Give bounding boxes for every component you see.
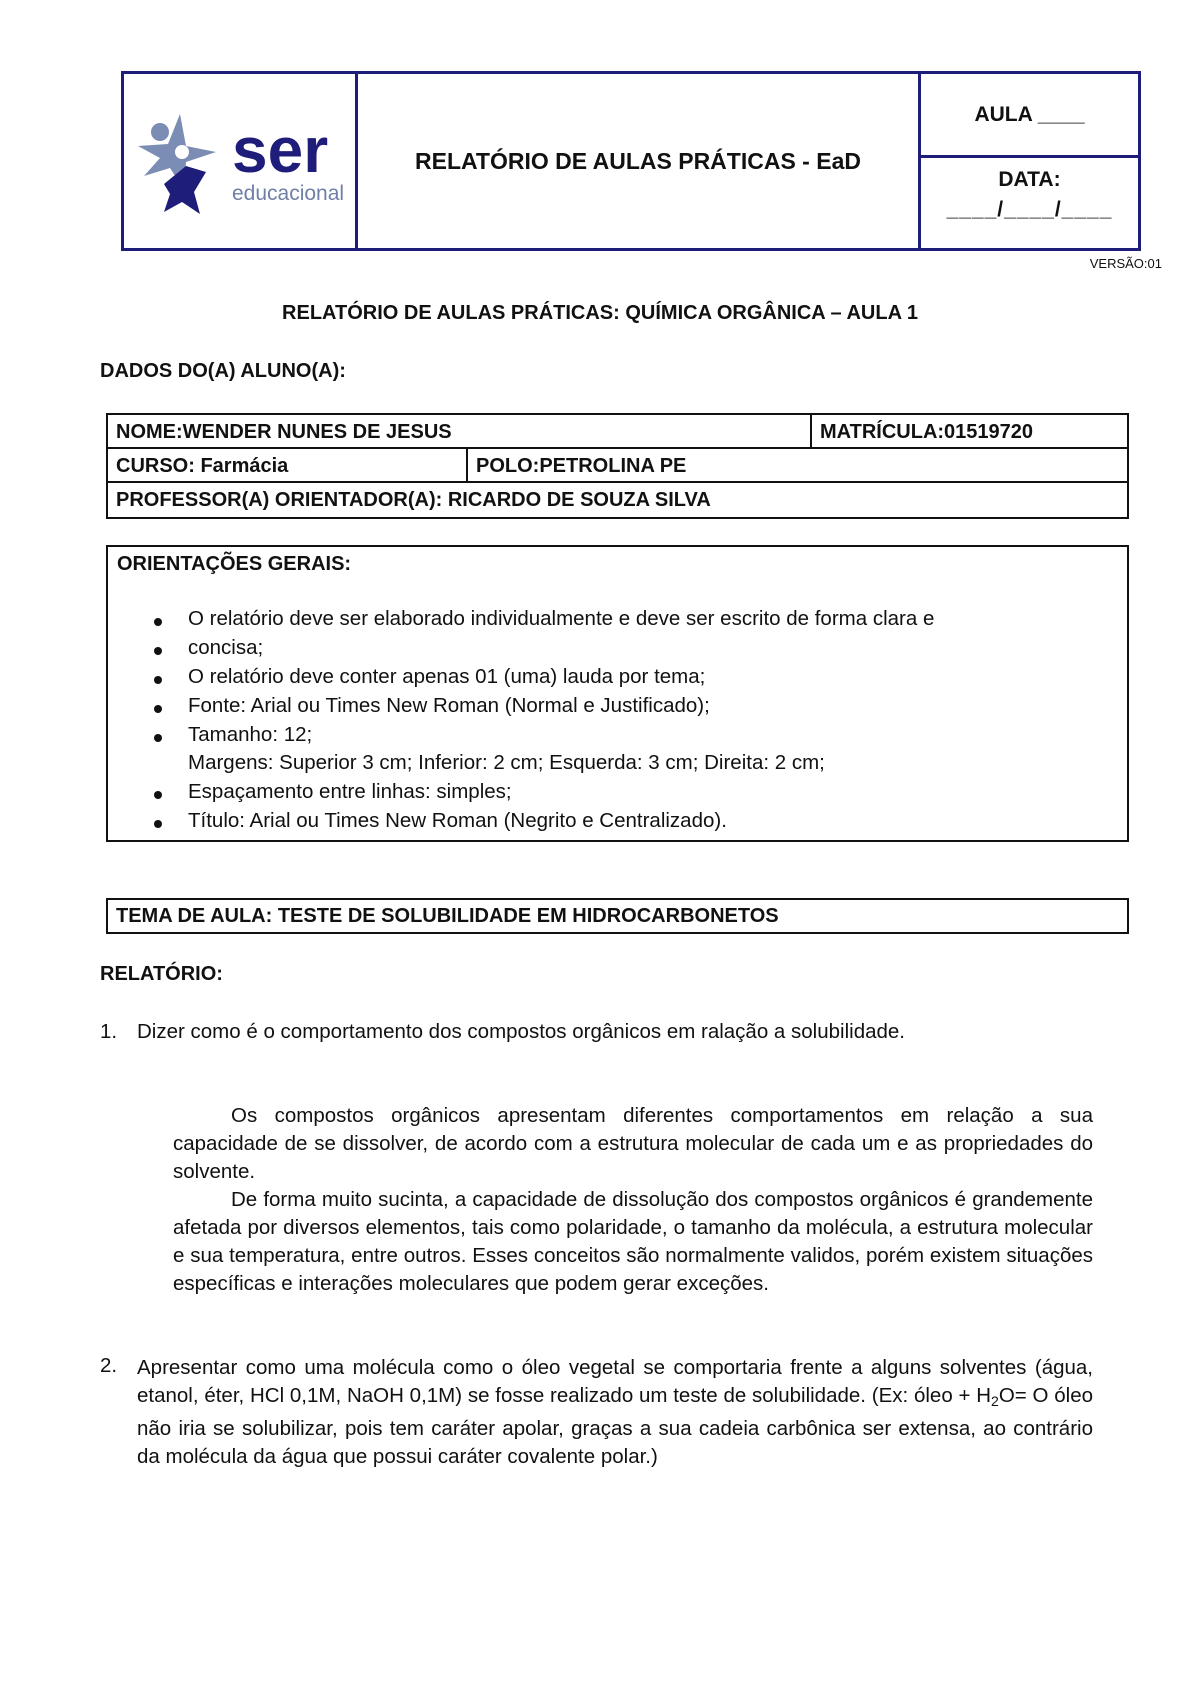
guideline-item: Tamanho: 12;	[188, 723, 313, 746]
guideline-item: Espaçamento entre linhas: simples;	[188, 780, 512, 803]
guideline-item: O relatório deve conter apenas 01 (uma) lauda por tema;	[188, 665, 706, 688]
student-polo: POLO:PETROLINA PE	[466, 449, 1129, 483]
answer-paragraph: Os compostos orgânicos apresentam diferentes comportamentos em relação a sua capacidade de se dissolver, de acordo com a estrutura molecular de cada um e as propriedades do solvente.	[173, 1104, 1093, 1183]
student-name: NOME:WENDER NUNES DE JESUS	[116, 421, 452, 443]
lesson-topic: TEMA DE AULA: TESTE DE SOLUBILIDADE EM HIDROCARBONETOS	[106, 898, 1129, 934]
version-label: VERSÃO:01	[1089, 256, 1162, 271]
table-row	[108, 449, 1127, 483]
student-professor: PROFESSOR(A) ORIENTADOR(A): RICARDO DE SOUZA SILVA	[116, 489, 711, 511]
aula-field: AULA ____	[921, 74, 1138, 158]
ser-educacional-logo	[124, 74, 352, 244]
student-info-table	[106, 413, 1129, 519]
bullet-icon	[154, 647, 162, 655]
header-title: RELATÓRIO DE AULAS PRÁTICAS - EaD	[358, 74, 921, 248]
answer-paragraphs	[173, 1102, 1093, 1298]
student-matricula: MATRÍCULA:01519720	[810, 415, 1129, 449]
data-label: DATA:	[998, 168, 1061, 191]
document-header	[121, 71, 1141, 251]
logo-cell	[124, 74, 358, 248]
guideline-item: concisa;	[188, 636, 264, 659]
question-text: Dizer como é o comportamento dos compostos orgânicos em ralação a solubilidade.	[137, 1020, 905, 1043]
student-course: CURSO: Farmácia	[116, 455, 289, 477]
subscript: 2	[991, 1393, 999, 1409]
guideline-item: Fonte: Arial ou Times New Roman (Normal e Justificado);	[188, 694, 710, 717]
bullet-icon	[154, 734, 162, 742]
guidelines-title: ORIENTAÇÕES GERAIS:	[117, 553, 352, 575]
logo-subtext: educacional	[232, 182, 345, 205]
question-text	[137, 1354, 1093, 1471]
logo-text: ser	[232, 114, 329, 186]
bullet-icon	[154, 820, 162, 828]
question-number: 2.	[100, 1354, 118, 1377]
guideline-item: Margens: Superior 3 cm; Inferior: 2 cm; Esquerda: 3 cm; Direita: 2 cm;	[188, 751, 825, 774]
data-field	[921, 158, 1138, 248]
page-title: RELATÓRIO DE AULAS PRÁTICAS: QUÍMICA ORGÂNICA – AULA 1	[282, 302, 918, 324]
bullet-icon	[154, 618, 162, 626]
answer-paragraph: De forma muito sucinta, a capacidade de dissolução dos compostos orgânicos é grandemente afetada por diversos elementos, tais como polaridade, o tamanho da molécula, a estrutura molecular e sua temperatura, entre outros. Esses conceitos são normalmente validos, porém existem situações específicas e interações moleculares que podem gerar exceções.	[173, 1188, 1093, 1295]
student-data-heading: DADOS DO(A) ALUNO(A):	[100, 360, 346, 382]
bullet-icon	[154, 791, 162, 799]
table-row	[108, 415, 1127, 449]
bullet-icon	[154, 705, 162, 713]
bullet-icon	[154, 676, 162, 684]
general-guidelines-box	[106, 545, 1129, 842]
guideline-item: Título: Arial ou Times New Roman (Negrito e Centralizado).	[188, 809, 727, 832]
table-row	[108, 483, 1127, 517]
question-number: 1.	[100, 1020, 118, 1043]
report-heading: RELATÓRIO:	[100, 963, 223, 985]
guideline-item: O relatório deve ser elaborado individualmente e deve ser escrito de forma clara e	[188, 607, 935, 630]
question-text-part: O= O óleo não iria se solubilizar, pois tem caráter apolar, graças a sua cadeia carbônica ser extensa, ao contrário da molécula da água que possui caráter covalente polar.)	[137, 1384, 1094, 1468]
question-text-part: Apresentar como uma molécula como o óleo vegetal se comportaria frente a alguns solventes (água, etanol, éter, HCl 0,1M, NaOH 0,1M) se fosse realizado um teste de solubilidade. (Ex: óleo + H	[137, 1356, 1093, 1407]
data-blank: ____/____/____	[946, 198, 1113, 221]
